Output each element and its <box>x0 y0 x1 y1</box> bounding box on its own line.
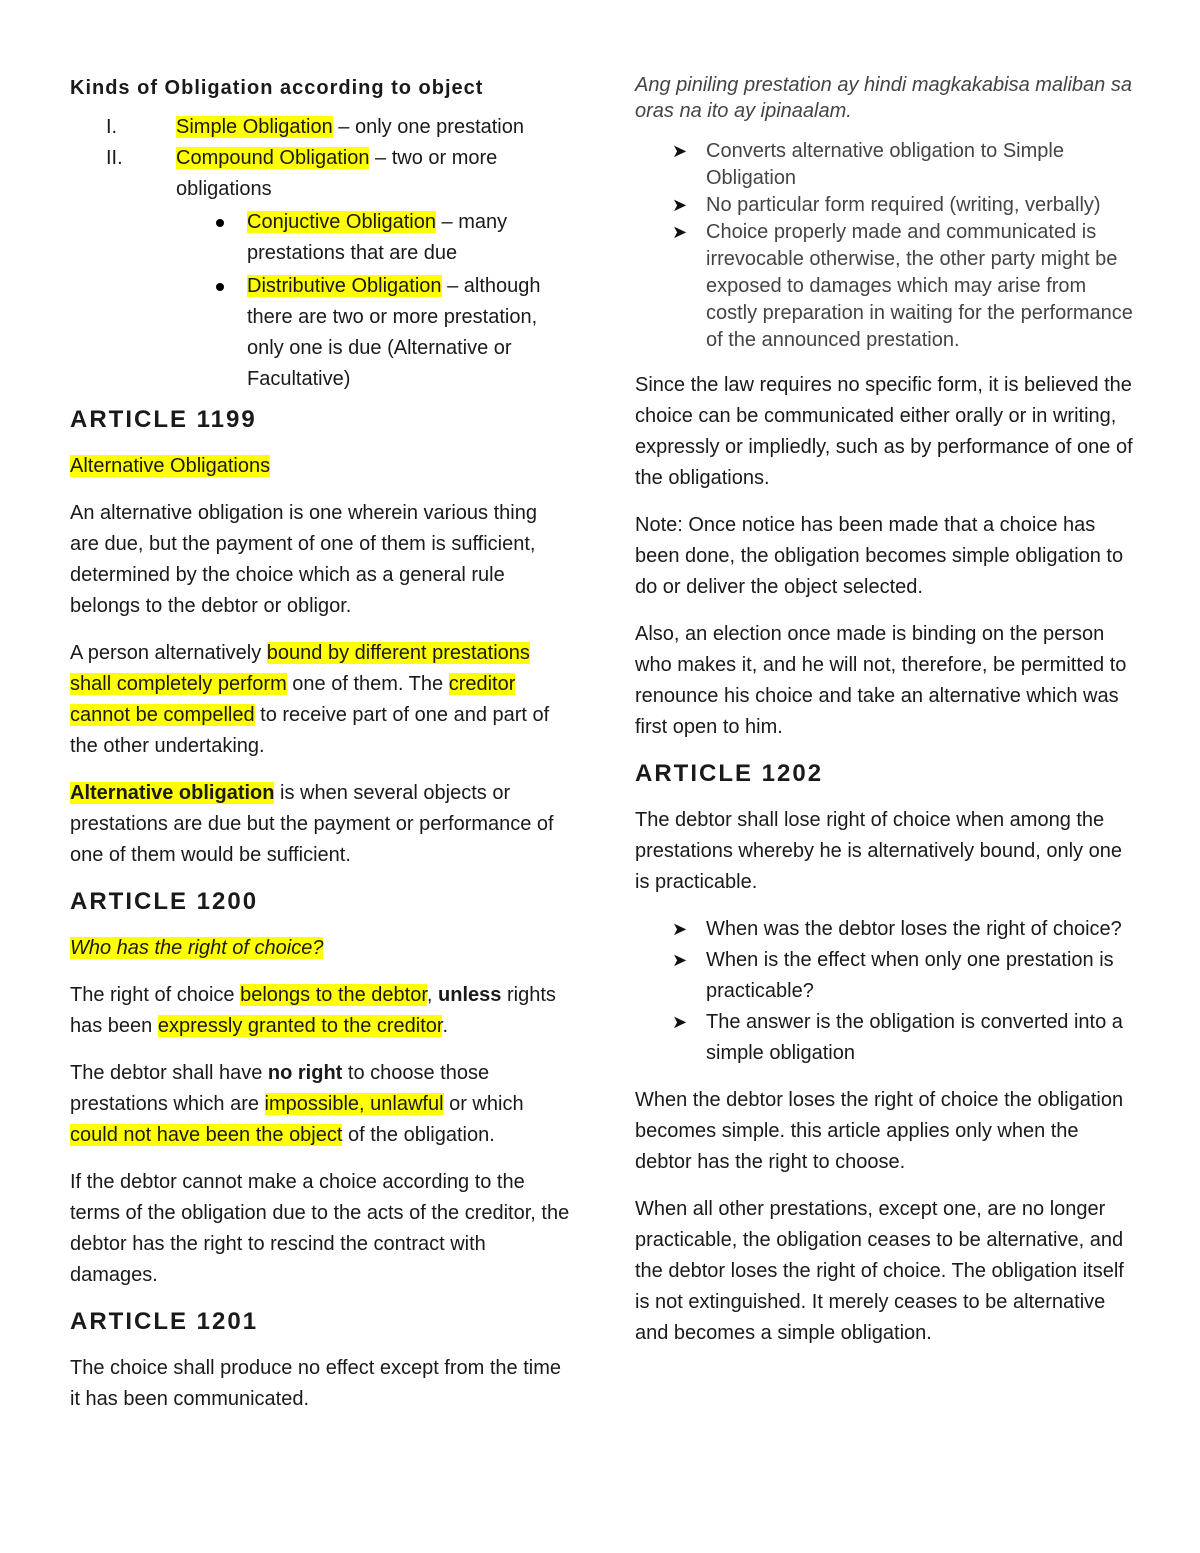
bold-text: unless <box>438 984 502 1006</box>
article-heading: ARTICLE 1199 <box>70 406 257 433</box>
text-run: A person alternatively <box>70 642 267 664</box>
kinds-list <box>70 112 570 395</box>
arrow-bullet-icon: ➤ <box>672 919 688 939</box>
compound-sublist <box>176 207 570 395</box>
text-run: The debtor shall have <box>70 1062 268 1084</box>
list-item <box>635 945 1135 1007</box>
roman-numeral: II. <box>106 147 123 169</box>
arrow-bullet-icon: ➤ <box>672 141 688 161</box>
text-run: rights has been <box>70 984 556 1037</box>
highlighted-term: Alternative obligation <box>70 782 275 804</box>
paragraph: If the debtor cannot make a choice according to the terms of the obligation due to the acts of the creditor, the debtor has the right to rescind the contract with damages. <box>70 1171 570 1286</box>
list-item-text: The answer is the obligation is converted into a simple obligation <box>706 1011 1123 1064</box>
article-question <box>70 933 570 964</box>
tagalog-note: Ang piniling prestation ay hindi magkakabisa maliban sa oras na ito ay ipinaalam. <box>635 74 1132 122</box>
highlighted-term: Distributive Obligation <box>247 275 442 297</box>
highlighted-text: expressly granted to the creditor <box>157 1015 443 1037</box>
paragraph: Also, an election once made is binding on the person who makes it, and he will not, therefore, be permitted to renounce his choice and take an alternative which was first open to him. <box>635 623 1127 738</box>
list-item <box>176 207 570 269</box>
paragraph <box>70 638 570 762</box>
bullet-icon <box>216 283 224 291</box>
article-subtitle <box>70 451 570 482</box>
section-title: Kinds of Obligation according to object <box>70 77 484 99</box>
list-item-text: No particular form required (writing, verbally) <box>706 194 1101 216</box>
arrow-bullet-icon: ➤ <box>672 222 688 242</box>
arrow-bullet-icon: ➤ <box>672 950 688 970</box>
highlighted-term: Compound Obligation <box>176 147 370 169</box>
article-heading: ARTICLE 1200 <box>70 888 259 915</box>
list-item-text: Choice properly made and communicated is irrevocable otherwise, the other party might be exposed to damages which may arise from costly preparation in waiting for the performance of the announced prestation. <box>706 221 1133 351</box>
text-run: The right of choice <box>70 984 241 1006</box>
text-run: . <box>442 1015 449 1037</box>
highlighted-text: belongs to the debtor <box>240 984 427 1006</box>
highlighted-text: impossible, unlawful <box>264 1093 444 1115</box>
list-item <box>635 192 1135 219</box>
article-heading: ARTICLE 1202 <box>635 760 824 787</box>
list-item <box>635 1007 1135 1069</box>
paragraph: An alternative obligation is one wherein various thing are due, but the payment of one of them is sufficient, determined by the choice which as a general rule belongs to the debtor or obligor. <box>70 502 537 617</box>
highlighted-text: could not have been the object <box>70 1124 343 1146</box>
term-definition: – many prestations that are due <box>247 211 508 264</box>
bold-text: no right <box>267 1062 343 1084</box>
paragraph: The choice shall produce no effect except from the time it has been communicated. <box>70 1357 562 1410</box>
text-run: is when several objects or prestations are due but the payment or performance of one of them would be sufficient. <box>70 782 554 866</box>
list-item-text: Converts alternative obligation to Simple Obligation <box>706 140 1064 189</box>
list-item <box>635 219 1135 354</box>
text-run: or which <box>443 1093 524 1115</box>
paragraph: Since the law requires no specific form, it is believed the choice can be communicated either orally or in writing, expressly or impliedly, such as by performance of one of the obligations. <box>635 374 1133 489</box>
highlighted-term: Simple Obligation <box>176 116 333 138</box>
list-item <box>176 271 570 395</box>
arrow-list <box>635 914 1135 1069</box>
highlighted-term: Conjuctive Obligation <box>247 211 436 233</box>
roman-numeral: I. <box>106 116 118 138</box>
list-item <box>635 138 1135 192</box>
paragraph <box>70 778 570 871</box>
text-run: , <box>426 984 439 1006</box>
paragraph: Note: Once notice has been made that a choice has been done, the obligation becomes simple obligation to do or deliver the object selected. <box>635 514 1124 598</box>
left-column <box>70 72 570 1431</box>
list-item <box>70 112 570 143</box>
right-column <box>635 72 1135 1365</box>
list-item <box>70 143 570 395</box>
list-item-text: When was the debtor loses the right of choice? <box>706 918 1122 940</box>
paragraph: When the debtor loses the right of choice the obligation becomes simple. this article applies only when the debtor has the right to choose. <box>635 1089 1124 1173</box>
term-definition: – two or more obligations <box>176 147 498 200</box>
paragraph <box>70 980 570 1042</box>
text-run: of the obligation. <box>342 1124 495 1146</box>
highlighted-subtitle: Alternative Obligations <box>70 455 271 477</box>
article-heading: ARTICLE 1201 <box>70 1308 259 1335</box>
term-definition: – although there are two or more prestation, only one is due (Alternative or Facultative) <box>247 275 541 390</box>
arrow-bullet-icon: ➤ <box>672 1012 688 1032</box>
bullet-icon <box>216 219 224 227</box>
paragraph <box>70 1058 570 1151</box>
highlighted-text: bound by different prestations shall completely perform <box>70 642 530 695</box>
text-run: one of them. The <box>286 673 449 695</box>
list-item-text: When is the effect when only one prestation is practicable? <box>706 949 1114 1002</box>
arrow-bullet-icon: ➤ <box>672 195 688 215</box>
paragraph: When all other prestations, except one, are no longer practicable, the obligation ceases to be alternative, and the debtor loses the right of choice. The obligation itself is not extinguished. It merely ceases to be alternative and becomes a simple obligation. <box>635 1198 1124 1344</box>
highlighted-question: Who has the right of choice? <box>70 937 324 959</box>
paragraph: The debtor shall lose right of choice when among the prestations whereby he is alternatively bound, only one is practicable. <box>635 809 1122 893</box>
text-run: to receive part of one and part of the other undertaking. <box>70 704 550 757</box>
text-run: to choose those prestations which are <box>70 1062 490 1115</box>
list-item <box>635 914 1135 945</box>
term-definition: – only one prestation <box>332 116 524 138</box>
highlighted-text: creditor cannot be compelled <box>70 673 516 726</box>
arrow-list <box>635 138 1135 354</box>
